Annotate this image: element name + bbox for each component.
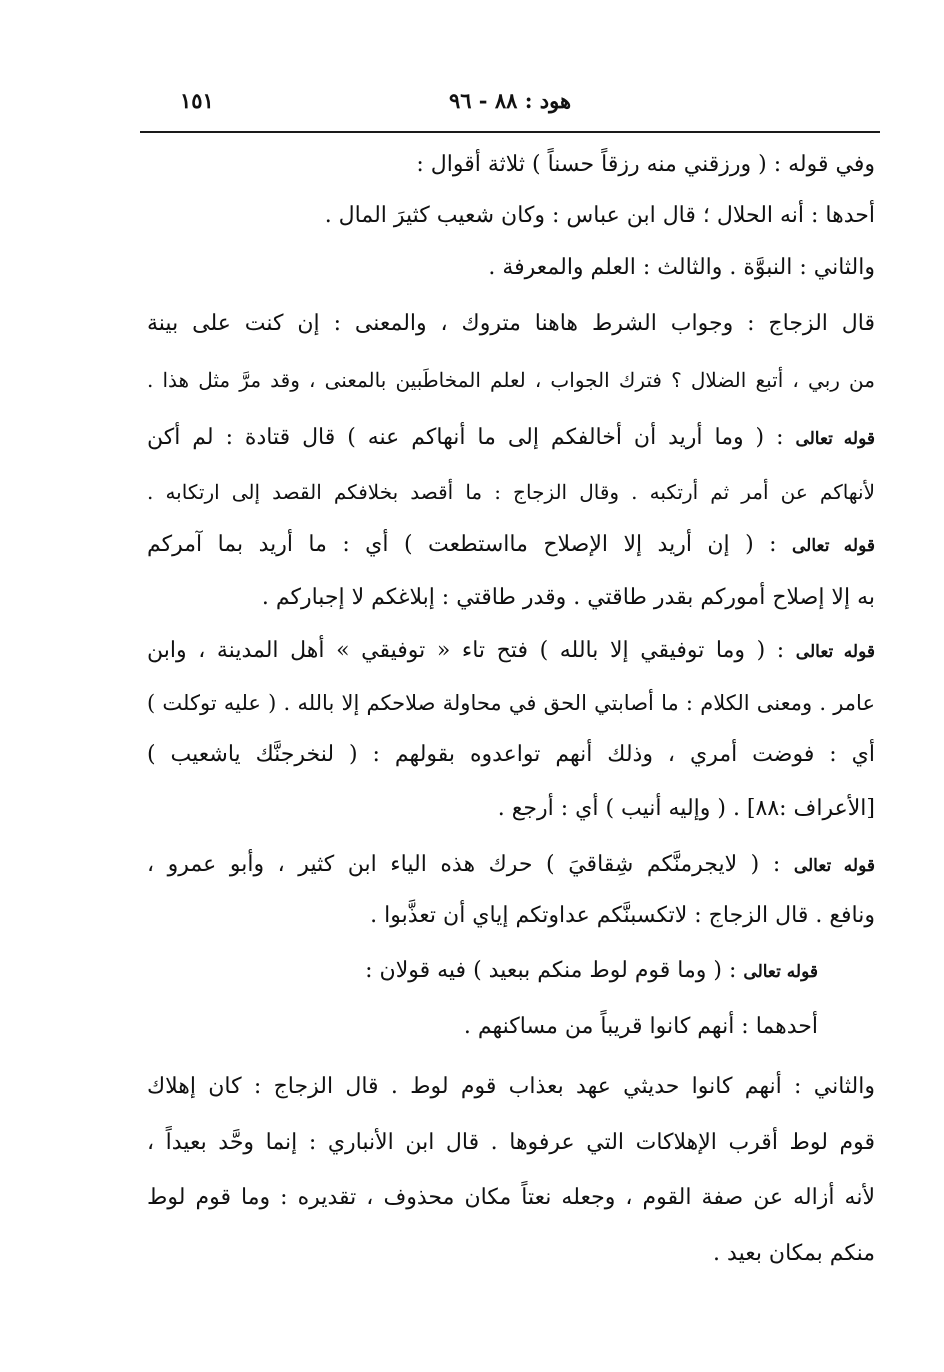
verse-lead: قوله تعالى <box>791 536 875 556</box>
page-header <box>140 88 880 128</box>
text-line <box>147 1184 875 1212</box>
line-text: وفي قوله : ( ورزقني منه رزقاً حسناً ) ثلاثة أقوال : <box>416 152 875 177</box>
verse-lead: قوله تعالى <box>795 429 875 449</box>
running-title: هود : ٨٨ - ٩٦ <box>448 88 572 113</box>
text-line <box>498 795 875 823</box>
verse-lead: قوله تعالى <box>743 962 818 982</box>
line-text: : ( وما توفيقي إلا بالله ) فتح تاء « توفيقي » أهل المدينة ، وابن <box>147 638 785 663</box>
text-line <box>147 689 875 717</box>
text-line <box>147 1129 875 1157</box>
line-text: : ( وما أريد أن أخالفكم إلى ما أنهاكم عنه ) قال قتادة : لم أكن <box>147 425 784 450</box>
line-text: أحدها : أنه الحلال ؛ قال ابن عباس : وكان شعيب كثيرَ المال . <box>324 203 875 228</box>
text-line <box>262 584 875 612</box>
line-text: منكم بمكان بعيد . <box>713 1241 875 1266</box>
text-line <box>147 741 875 769</box>
line-text: : ( وما قوم لوط منكم ببعيد ) فيه قولان : <box>365 958 737 983</box>
line-text: من ربي ، أتبع الضلال ؟ فترك الجواب ، لعلم المخاطَبين بالمعنى ، وقد مرَّ مثل هذا . <box>147 368 875 392</box>
line-text: لأنه أزاله عن صفة القوم ، وجعله نعتاً مكان محذوف ، تقديره : وما قوم لوط <box>147 1185 875 1210</box>
text-line <box>416 151 875 179</box>
text-line <box>147 310 875 338</box>
text-line <box>488 254 875 282</box>
page-number: ١٥١ <box>180 88 214 113</box>
text-line <box>147 424 875 453</box>
text-line <box>147 478 875 506</box>
text-line <box>147 1073 875 1101</box>
line-text: قوم لوط أقرب الإهلاكات التي عرفوها . قال ابن الأنباري : إنما وحَّد بعيداً ، <box>147 1130 875 1155</box>
text-line <box>325 202 875 230</box>
text-line <box>147 531 875 560</box>
text-line <box>713 1240 875 1268</box>
line-text: قال الزجاج : وجواب الشرط هاهنا متروك ، والمعنى : إن كنت على بينة <box>147 311 875 336</box>
text-line <box>147 366 875 394</box>
line-text: ونافع . قال الزجاج : لاتكسبنَّكم عداوتكم إياي أن تعذَّبوا . <box>370 903 875 928</box>
verse-lead: قوله تعالى <box>795 642 875 662</box>
header-rule <box>140 131 880 133</box>
text-line <box>147 637 875 666</box>
line-text: : ( إن أريد إلا الإصلاح مااستطعت ) أي : ما أريد بما آمركم <box>147 532 777 557</box>
line-text: [الأعراف :٨٨] . ( وإليه أنيب ) أي : أرجع . <box>497 796 875 821</box>
line-text: لأنهاكم عن أمر ثم أرتكبه . وقال الزجاج : ما أقصد بخلافكم القصد إلى ارتكابه . <box>147 480 875 504</box>
line-text: أي : فوضت أمري ، وذلك أنهم تواعدوه بقولهم : ( لنخرجنَّك ياشعيب ) <box>147 742 875 767</box>
text-line <box>464 1013 818 1041</box>
text-line <box>147 851 875 880</box>
line-text: أحدهما : أنهم كانوا قريباً من مساكنهم . <box>463 1014 818 1039</box>
line-text: والثاني : النبوَّة . والثالث : العلم والمعرفة . <box>488 255 875 280</box>
text-line <box>365 957 818 986</box>
line-text: والثاني : أنهم كانوا حديثي عهد بعذاب قوم لوط . قال الزجاج : كان إهلاك <box>147 1074 875 1099</box>
line-text: عامر . ومعنى الكلام : ما أصابتي الحق في محاولة صلاحكم إلا بالله . ( عليه توكلت ) <box>147 691 875 715</box>
verse-lead: قوله تعالى <box>793 856 875 876</box>
line-text: : ( لايجرمنَّكم شِقاقيَ ) حرك هذه الياء ابن كثير ، وأبو عمرو ، <box>147 852 781 877</box>
text-line <box>370 902 875 930</box>
line-text: به إلا إصلاح أموركم بقدر طاقتي . وقدر طاقتي : إبلاغكم لا إجباركم . <box>261 585 875 610</box>
